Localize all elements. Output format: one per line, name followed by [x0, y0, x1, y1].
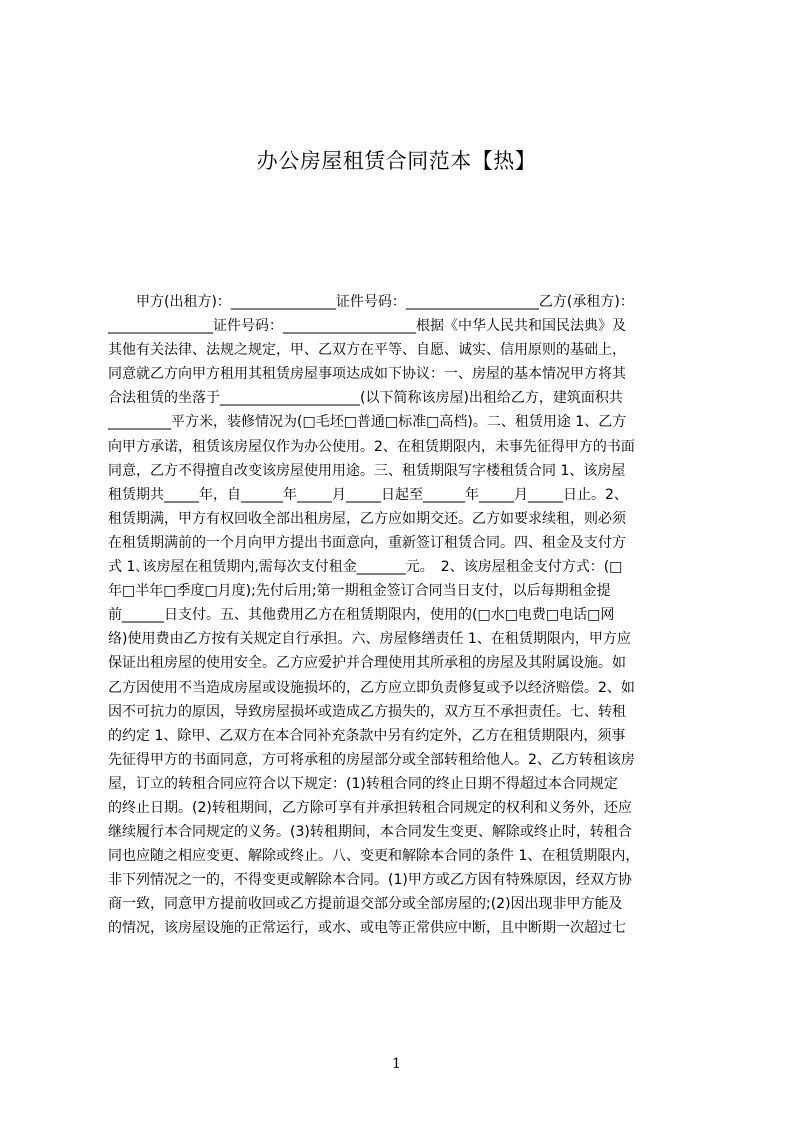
text-line: 先征得甲方的书面同意，方可将承租的房屋部分或全部转租给他人。2、乙方转租该房 [108, 751, 635, 768]
text-line: 的约定 1、除甲、乙双方在本合同补充条款中另有约定外，乙方在租赁期限内，须事 [108, 727, 626, 744]
text-line: 同也应随之相应变更、解除或终止。八、变更和解除本合同的条件 1、在租赁期限内， [108, 848, 640, 865]
text-line: 同意，乙方不得擅自改变该房屋使用用途。三、租赁期限写字楼租赁合同 1、该房屋 [108, 462, 626, 479]
text-line: 式 1､该房屋在租赁期内,需每次支付租金_______元。 2、该房屋租金支付方式：(□ [108, 559, 623, 576]
text-line: _________平方米，装修情况为(□毛坯□普通□标准□高档)。二、租赁用途 1、乙方 [108, 414, 627, 431]
text-line: 的情况，该房屋设施的正常运行，或水、或电等正常供应中断，且中断期一次超过七 [108, 920, 626, 937]
text-line: 合法租赁的坐落于____________________(以下简称该房屋)出租给乙方，建筑面积共 [108, 390, 623, 407]
text-line: 继续履行本合同规定的义务。(3)转租期间，本合同发生变更、解除或终止时，转租合 [108, 824, 632, 841]
document-title: 办公房屋租赁合同范本【热】 [256, 149, 537, 173]
text-line: 向甲方承诺，租赁该房屋仅作为办公使用。2、在租赁期限内，未事先征得甲方的书面 [108, 438, 635, 455]
text-line: 同意就乙方向甲方租用其租赁房屋事项达成如下协议：一、房屋的基本情况甲方将其 [108, 366, 626, 383]
text-line: 年□半年□季度□月度);先付后用;第一期租金签订合同当日支付，以后每期租金提 [108, 583, 611, 600]
text-line: 乙方因使用不当造成房屋或设施损坏的，乙方应立即负责修复或予以经济赔偿。2、如 [108, 679, 635, 696]
text-line: 甲方(出租方)：_______________证件号码：___________________乙方(承租方)： [108, 294, 634, 310]
text-line: 前______日支付。五、其他费用乙方在租赁期限内，使用的(□水□电费□电话□网 [108, 607, 615, 624]
text-line: 的终止日期。(2)转租期间，乙方除可享有并承担转租合同规定的权利和义务外，还应 [108, 799, 632, 816]
text-line: _______________证件号码：___________________根据《中华人民共和国民法典》及 [108, 318, 626, 335]
text-line: 因不可抗力的原因，导致房屋损坏或造成乙方损失的，双方互不承担责任。七、转租 [108, 703, 626, 720]
text-line: 络)使用费由乙方按有关规定自行承担。六、房屋修缮责任 1、在租赁期限内，甲方应 [108, 631, 631, 648]
text-line: 保证出租房屋的使用安全。乙方应爱护并合理使用其所承租的房屋及其附属设施。如 [108, 655, 626, 672]
text-line: 在租赁期满前的一个月向甲方提出书面意向，重新签订租赁合同。四、租金及支付方 [108, 534, 626, 551]
page-number: 1 [392, 1056, 401, 1072]
text-line: 商一致，同意甲方提前收回或乙方提前退交部分或全部房屋的;(2)因出现非甲方能及 [108, 896, 623, 913]
text-line: 非下列情况之一的，不得变更或解除本合同。(1)甲方或乙方因有特殊原因，经双方协 [108, 872, 632, 889]
text-line: 租赁期共_____年，自______年_____月_____日起至______年_____月_____日止。2、 [108, 486, 628, 503]
text-line: 租赁期满，甲方有权回收全部出租房屋，乙方应如期交还。乙方如要求续租，则必须 [108, 510, 626, 527]
document-body [108, 290, 700, 1010]
text-line: 屋，订立的转租合同应符合以下规定：(1)转租合同的终止日期不得超过本合同规定 [108, 775, 618, 792]
text-line: 其他有关法律、法规之规定，甲、乙双方在平等、自愿、诚实、信用原则的基础上， [108, 342, 626, 359]
